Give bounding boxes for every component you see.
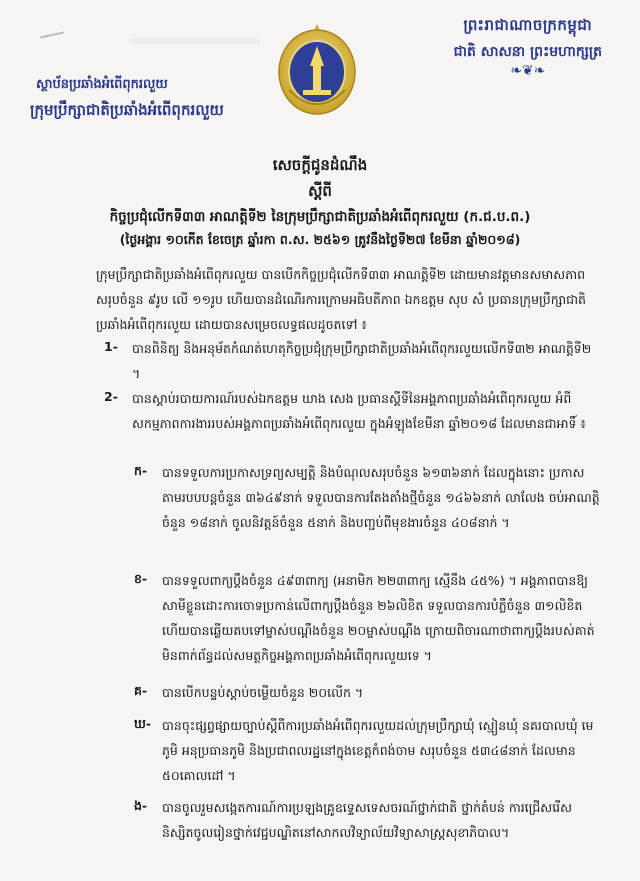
item-number-2: 2- (104, 389, 118, 404)
subitem-letter-ko: គ- (134, 683, 148, 698)
doc-title-1: សេចក្តីជូនដំណឹង (272, 156, 368, 174)
show-through-text (130, 38, 260, 44)
subitem-text-ka: បានទទួលការប្រកាសទ្រព្យសម្បត្តិ និងបំណុលសរុបចំនួន ៦១៣៦នាក់ ដែលក្នុងនោះ ប្រកាសតាមរបបបន្តចំនួន ៣៦៤៩នាក់ ទទួលបានការតែងតាំងថ្មីចំនួន ១៤៦៦នាក់ លាលែង ចប់អាណត្តិចំនួន ១៨នាក់ ចូលនិវត្តន៍ចំនួន ៥នាក់ និងបញ្ជប់ពីមុខងារចំនួន ៤០៨នាក់ ។ (162, 465, 600, 530)
subitem-letter-kha: ខ- (134, 571, 148, 586)
subitem-letter-ka: ក- (134, 463, 148, 478)
subitem-text-ngo: បានចូលរួមសង្កេតការណ៍ការប្រឡងគ្រូឧទ្ទេសទេសចរណ៍ថ្នាក់ជាតិ ថ្នាក់តំបន់ ការជ្រើសរើសនិស្សិតចូលរៀនថ្នាក់វេជ្ជបណ្ឌិតនៅសាកលវិទ្យាល័យវិទ្យាសាស្រ្តសុខាភិបាល។ (162, 800, 573, 840)
kingdom-header (454, 16, 602, 79)
subitem-text-kho: បានចុះផ្សព្វផ្សាយច្បាប់ស្តីពីការប្រឆាំងអំពើពុករលួយដល់ក្រុមប្រឹក្សាឃុំ ស្មៀនឃុំ នគរបាលឃុំ មេភូមិ អនុប្រធានភូមិ និងប្រជាពលរដ្ឋនៅក្នុងខេត្តកំពង់ចាម សរុបចំនួន ៥៣៤៨នាក់ ដែលមាន ៥០គោលដៅ ។ (162, 718, 594, 783)
item-number-1: 1- (104, 339, 118, 354)
subitem-letter-ngo: ង- (134, 798, 148, 813)
institution-line-1: ស្ថាប័នប្រឆាំងអំពើពុករលួយ (36, 77, 168, 92)
institution-emblem-icon (275, 20, 359, 120)
ornament-divider: ❧❦❧ (510, 63, 546, 79)
doc-title-2: ស្តីពី (308, 182, 332, 200)
doc-title-3: កិច្ចប្រជុំលើកទី៣៣ អាណត្តិទី២ នៃក្រុមប្រឹក្សាជាតិប្រឆាំងអំពើពុករលួយ (ក.ជ.ប.ព.) (109, 209, 531, 225)
item-text-2: បានស្តាប់របាយការណ៍របស់ឯកឧត្តម ឃាង សេង ប្រធានស្តីទីនៃអង្គភាពប្រឆាំងអំពើពុករលួយ អំពីសកម្មភាពការងាររបស់អង្គភាពប្រឆាំងអំពើពុករលួយ ក្នុងអំឡុងខែមីនា ឆ្នាំ២០១៨ ដែលមានជាអាទិ៍ ៖ (132, 391, 586, 431)
subitem-text-kha: បានទទួលពាក្យប្តឹងចំនួន ៤៩៣ពាក្យ (អនាមិក ២២៣ពាក្យ ស្មើនឹង ៤៥%) ។ អង្គភាពបានឱ្យសាមីខ្លួនដោះការចោទប្រកាន់លើពាក្យប្តឹងចំនួន ២៦លិខិត ទទួលបានការបំភ្លឺចំនួន ៣១លិខិត ហើយបានឆ្លើយតបទៅម្ចាស់បណ្តឹងចំនួន ២០ម្ចាស់បណ្តឹង ក្រោយពិចារណាថាពាក្យប្តឹងរបស់គាត់មិនពាក់ព័ន្ធដល់សមត្ថកិច្ចអង្គភាពប្រឆាំងអំពើពុករលួយទេ ។ (162, 573, 595, 663)
kingdom-line-2: ជាតិ សាសនា ព្រះមហាក្សត្រ (453, 44, 602, 60)
kingdom-line-1: ព្រះរាជាណាចក្រកម្ពុជា (463, 16, 593, 34)
subitem-text-ko: បានបើកបន្ទប់ស្តាប់ចម្លើយចំនួន ២០លើក ។ (162, 685, 364, 700)
item-text-1: បានពិនិត្យ និងអនុម័តកំណត់ហេតុកិច្ចប្រជុំក្រុមប្រឹក្សាជាតិប្រឆាំងអំពើពុករលួយលើកទី៣២ អាណត្តិទី២ ។ (132, 341, 592, 381)
intro-paragraph: ក្រុមប្រឹក្សាជាតិប្រឆាំងអំពើពុករលួយ បានបើកកិច្ចប្រជុំលើកទី៣៣ អាណត្តិទី២ ដោយមានវត្តមានសមាសភាពសរុបចំនួន ៩រូប លើ ១១រូប ហើយបានដំណើរការក្រោមអធិបតីភាព ឯកឧត្តម សុប សំ ប្រធានក្រុមប្រឹក្សាជាតិប្រឆាំងអំពើពុករលួយ ដោយបានសម្រេចលទ្ធផលដូចតទៅ ៖ (96, 267, 586, 332)
subitem-letter-kho: ឃ- (134, 716, 152, 731)
doc-title-4: (ថ្ងៃអង្គារ ១០កើត ខែចេត្រ ឆ្នាំរកា ព.ស. ២៥៦១ ត្រូវនឹងថ្ងៃទី២៧ ខែមីនា ឆ្នាំ២០១៨) (119, 232, 521, 247)
pen-mark (40, 32, 64, 39)
institution-header (30, 76, 224, 123)
institution-line-2: ក្រុមប្រឹក្សាជាតិប្រឆាំងអំពើពុករលួយ (30, 101, 224, 119)
